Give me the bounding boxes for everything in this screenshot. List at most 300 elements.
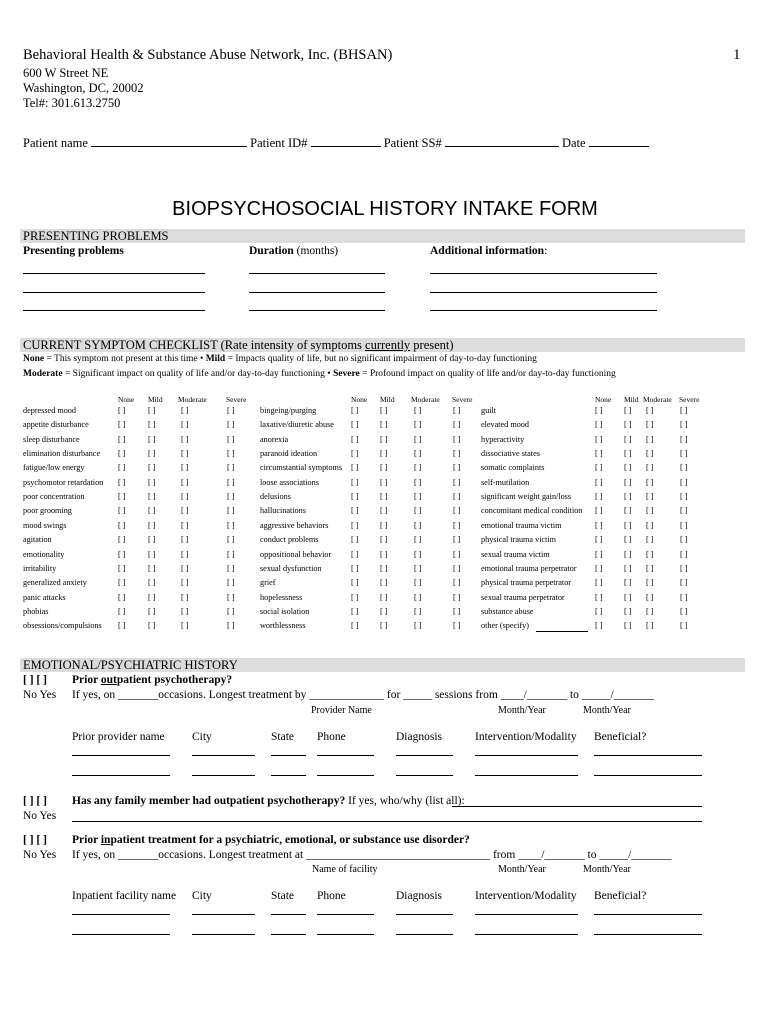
level-header-severe: Severe — [679, 395, 700, 404]
q2-answer-line-2[interactable] — [72, 821, 702, 822]
checkbox-mild[interactable]: [ ] — [624, 578, 632, 588]
checkbox-moderate[interactable]: [ ] — [181, 449, 189, 459]
duration-col — [249, 245, 338, 257]
checkbox-mild[interactable]: [ ] — [624, 606, 632, 616]
legend-severe-text: = Profound impact on quality of life and/or day-to-day functioning — [359, 369, 616, 379]
checkbox-mild[interactable]: [ ] — [624, 449, 632, 459]
checkbox-moderate[interactable]: [ ] — [414, 592, 422, 602]
checkbox-moderate[interactable]: [ ] — [181, 520, 189, 530]
symptom-label: bingeing/purging — [260, 406, 317, 415]
symptom-label: conduct problems — [260, 535, 319, 545]
outpatient-col-2: City — [192, 731, 212, 743]
checkbox-severe[interactable]: [ ] — [680, 578, 688, 588]
checkbox-none[interactable]: [ ] — [351, 563, 359, 573]
checkbox-moderate[interactable]: [ ] — [646, 535, 654, 545]
checkbox-moderate[interactable]: [ ] — [646, 477, 654, 487]
additional-info-label: Additional information — [430, 245, 545, 257]
symptom-label: emotionality — [23, 549, 65, 559]
checkbox-none[interactable]: [ ] — [118, 406, 126, 415]
outpatient-line-r2-c6[interactable] — [475, 775, 578, 776]
inpatient-line-r2-c7[interactable] — [594, 934, 702, 935]
checkbox-mild[interactable]: [ ] — [380, 420, 388, 430]
presenting-line-r2-c1[interactable] — [23, 292, 205, 293]
outpatient-line-r2-c3[interactable] — [271, 775, 306, 776]
checkbox-none[interactable]: [ ] — [351, 406, 359, 415]
provider-name-caption: Provider Name — [311, 705, 372, 716]
checkbox-moderate[interactable]: [ ] — [646, 563, 654, 573]
checkbox-severe[interactable]: [ ] — [453, 420, 461, 430]
q2-text-bold: Has any family member had outpatient psychotherapy? — [72, 795, 346, 807]
checklist-title-b: present) — [410, 338, 454, 352]
from-month-year-caption: Month/Year — [498, 705, 546, 716]
inpatient-line-r2-c1[interactable] — [72, 934, 170, 935]
date-label: Date — [561, 136, 586, 150]
checkbox-none[interactable]: [ ] — [118, 535, 126, 545]
symptom-label: circumstantial symptoms — [260, 463, 343, 473]
checkbox-none[interactable]: [ ] — [595, 621, 603, 631]
checkbox-severe[interactable]: [ ] — [227, 406, 235, 415]
checkbox-mild[interactable]: [ ] — [380, 535, 388, 545]
checkbox-moderate[interactable]: [ ] — [414, 549, 422, 559]
inpatient-line-r2-c3[interactable] — [271, 934, 306, 935]
checkbox-mild[interactable]: [ ] — [380, 578, 388, 588]
checkbox-mild[interactable]: [ ] — [148, 520, 156, 530]
symptom-label: anorexia — [260, 434, 289, 444]
checkbox-mild[interactable]: [ ] — [148, 463, 156, 473]
checkbox-mild[interactable]: [ ] — [380, 449, 388, 459]
checkbox-moderate[interactable]: [ ] — [646, 606, 654, 616]
checkbox-none[interactable]: [ ] — [351, 606, 359, 616]
checkbox-moderate[interactable]: [ ] — [414, 420, 422, 430]
checkbox-mild[interactable]: [ ] — [624, 621, 632, 631]
checkbox-moderate[interactable]: [ ] — [414, 492, 422, 502]
legend-none: None — [23, 354, 45, 364]
checkbox-none[interactable]: [ ] — [351, 420, 359, 430]
checkbox-severe[interactable]: [ ] — [453, 520, 461, 530]
inpatient-col-6: Intervention/Modality — [475, 890, 577, 902]
checkbox-severe[interactable]: [ ] — [680, 506, 688, 516]
checkbox-severe[interactable]: [ ] — [680, 449, 688, 459]
checkbox-severe[interactable]: [ ] — [453, 535, 461, 545]
checkbox-severe[interactable]: [ ] — [680, 477, 688, 487]
patient-ss-label: Patient SS# — [383, 136, 442, 150]
checkbox-none[interactable]: [ ] — [595, 463, 603, 473]
checkbox-none[interactable]: [ ] — [351, 463, 359, 473]
checkbox-moderate[interactable]: [ ] — [181, 621, 189, 631]
checkbox-moderate[interactable]: [ ] — [646, 492, 654, 502]
checkbox-none[interactable]: [ ] — [595, 578, 603, 588]
checkbox-moderate[interactable]: [ ] — [181, 492, 189, 502]
inpatient-col-7: Beneficial? — [594, 890, 647, 902]
checkbox-none[interactable]: [ ] — [595, 420, 603, 430]
symptom-label: sexual trauma perpetrator — [481, 592, 565, 602]
q3-text-a: Prior — [72, 834, 101, 846]
checkbox-severe[interactable]: [ ] — [453, 477, 461, 487]
checkbox-severe[interactable]: [ ] — [227, 549, 235, 559]
checkbox-moderate[interactable]: [ ] — [414, 449, 422, 459]
outpatient-line-r2-c7[interactable] — [594, 775, 702, 776]
presenting-line-r3-c2[interactable] — [249, 310, 385, 311]
outpatient-line-r2-c4[interactable] — [317, 775, 374, 776]
outpatient-line-r2-c1[interactable] — [72, 775, 170, 776]
checkbox-moderate[interactable]: [ ] — [414, 606, 422, 616]
outpatient-line-r1-c2[interactable] — [192, 755, 255, 756]
checkbox-moderate[interactable]: [ ] — [181, 563, 189, 573]
checkbox-none[interactable]: [ ] — [118, 449, 126, 459]
q1-text-a: Prior — [72, 674, 101, 686]
checkbox-none[interactable]: [ ] — [118, 506, 126, 516]
checkbox-mild[interactable]: [ ] — [380, 563, 388, 573]
outpatient-line-r1-c6[interactable] — [475, 755, 578, 756]
checkbox-mild[interactable]: [ ] — [380, 506, 388, 516]
checkbox-none[interactable]: [ ] — [118, 434, 126, 444]
checkbox-moderate[interactable]: [ ] — [181, 434, 189, 444]
checkbox-mild[interactable]: [ ] — [380, 406, 388, 415]
presenting-line-r2-c3[interactable] — [430, 292, 657, 293]
checkbox-mild[interactable]: [ ] — [624, 592, 632, 602]
checkbox-moderate[interactable]: [ ] — [181, 535, 189, 545]
checkbox-moderate[interactable]: [ ] — [646, 621, 654, 631]
checkbox-severe[interactable]: [ ] — [453, 434, 461, 444]
checkbox-moderate[interactable]: [ ] — [414, 477, 422, 487]
outpatient-line-r2-c5[interactable] — [396, 775, 453, 776]
checkbox-none[interactable]: [ ] — [595, 592, 603, 602]
checkbox-mild[interactable]: [ ] — [148, 406, 156, 415]
checkbox-moderate[interactable]: [ ] — [414, 506, 422, 516]
checkbox-moderate[interactable]: [ ] — [181, 606, 189, 616]
checkbox-none[interactable]: [ ] — [118, 578, 126, 588]
inpatient-col-1: Inpatient facility name — [72, 890, 177, 902]
inpatient-line-r1-c7[interactable] — [594, 914, 702, 915]
checkbox-moderate[interactable]: [ ] — [646, 434, 654, 444]
checkbox-none[interactable]: [ ] — [118, 592, 126, 602]
checkbox-severe[interactable]: [ ] — [453, 606, 461, 616]
checkbox-moderate[interactable]: [ ] — [181, 506, 189, 516]
inpatient-line-r2-c2[interactable] — [192, 934, 255, 935]
inpatient-line-r2-c6[interactable] — [475, 934, 578, 935]
checkbox-severe[interactable]: [ ] — [453, 463, 461, 473]
symptom-label: depressed mood — [23, 406, 76, 415]
level-header-mild: Mild — [624, 395, 639, 404]
inpatient-line-r1-c4[interactable] — [317, 914, 374, 915]
symptom-label: oppositional behavior — [260, 549, 332, 559]
checkbox-severe[interactable]: [ ] — [453, 406, 461, 415]
checkbox-moderate[interactable]: [ ] — [181, 578, 189, 588]
checkbox-severe[interactable]: [ ] — [453, 578, 461, 588]
checkbox-mild[interactable]: [ ] — [148, 578, 156, 588]
checkbox-severe[interactable]: [ ] — [453, 506, 461, 516]
symptom-label: elimination disturbance — [23, 449, 101, 459]
checkbox-severe[interactable]: [ ] — [680, 406, 688, 415]
checkbox-mild[interactable]: [ ] — [624, 549, 632, 559]
checkbox-mild[interactable]: [ ] — [624, 563, 632, 573]
checkbox-severe[interactable]: [ ] — [680, 492, 688, 502]
checkbox-severe[interactable]: [ ] — [680, 563, 688, 573]
checkbox-moderate[interactable]: [ ] — [414, 520, 422, 530]
checkbox-moderate[interactable]: [ ] — [414, 406, 422, 415]
q3-detail-line[interactable]: If yes, on _______occasions. Longest treatment at ________________________________ from ____/_______ to _____/_______ — [72, 849, 672, 861]
checkbox-none[interactable]: [ ] — [118, 549, 126, 559]
checkbox-mild[interactable]: [ ] — [148, 535, 156, 545]
outpatient-line-r1-c3[interactable] — [271, 755, 306, 756]
checkbox-mild[interactable]: [ ] — [148, 621, 156, 631]
checkbox-none[interactable]: [ ] — [118, 477, 126, 487]
checkbox-severe[interactable]: [ ] — [680, 520, 688, 530]
checkbox-mild[interactable]: [ ] — [624, 506, 632, 516]
outpatient-col-5: Diagnosis — [396, 731, 442, 743]
symptom-label: aggressive behaviors — [260, 520, 329, 530]
q1-text-underlined: out — [100, 674, 117, 686]
checkbox-moderate[interactable]: [ ] — [646, 592, 654, 602]
q3-text-b: patient treatment for a psychiatric, emotional, or substance use disorder? — [110, 834, 470, 846]
q1-noyes: No Yes — [23, 689, 57, 701]
checkbox-severe[interactable]: [ ] — [453, 592, 461, 602]
outpatient-line-r1-c5[interactable] — [396, 755, 453, 756]
checkbox-severe[interactable]: [ ] — [227, 606, 235, 616]
outpatient-col-3: State — [271, 731, 294, 743]
level-header-none: None — [595, 395, 612, 404]
q3-checkboxes[interactable]: [ ] [ ] — [23, 834, 47, 846]
inpatient-col-4: Phone — [317, 890, 346, 902]
checkbox-moderate[interactable]: [ ] — [646, 549, 654, 559]
patient-id-field[interactable] — [311, 136, 381, 147]
symptom-label: other (specify) — [481, 621, 529, 631]
checkbox-severe[interactable]: [ ] — [453, 449, 461, 459]
level-header-moderate: Moderate — [178, 395, 207, 404]
checkbox-severe[interactable]: [ ] — [680, 592, 688, 602]
checkbox-mild[interactable]: [ ] — [380, 492, 388, 502]
checkbox-severe[interactable]: [ ] — [227, 449, 235, 459]
checkbox-none[interactable]: [ ] — [351, 578, 359, 588]
checkbox-none[interactable]: [ ] — [118, 606, 126, 616]
level-header-severe: Severe — [226, 395, 247, 404]
symptom-label: hallucinations — [260, 506, 306, 516]
outpatient-col-6: Intervention/Modality — [475, 731, 577, 743]
q1-detail-line[interactable]: If yes, on _______occasions. Longest treatment by _____________ for _____ sessions from ____/_______ to _____/_______ — [72, 689, 654, 701]
checkbox-mild[interactable]: [ ] — [148, 492, 156, 502]
checkbox-moderate[interactable]: [ ] — [181, 463, 189, 473]
checkbox-mild[interactable]: [ ] — [148, 420, 156, 430]
outpatient-line-r1-c4[interactable] — [317, 755, 374, 756]
checkbox-moderate[interactable]: [ ] — [181, 592, 189, 602]
checkbox-moderate[interactable]: [ ] — [646, 449, 654, 459]
checkbox-none[interactable]: [ ] — [351, 449, 359, 459]
checkbox-none[interactable]: [ ] — [351, 592, 359, 602]
checkbox-moderate[interactable]: [ ] — [646, 520, 654, 530]
checkbox-none[interactable]: [ ] — [595, 434, 603, 444]
presenting-line-r1-c2[interactable] — [249, 273, 385, 274]
outpatient-col-7: Beneficial? — [594, 731, 647, 743]
checkbox-mild[interactable]: [ ] — [148, 563, 156, 573]
checkbox-none[interactable]: [ ] — [118, 420, 126, 430]
checkbox-mild[interactable]: [ ] — [148, 506, 156, 516]
checkbox-mild[interactable]: [ ] — [624, 492, 632, 502]
checkbox-none[interactable]: [ ] — [595, 549, 603, 559]
checkbox-moderate[interactable]: [ ] — [414, 563, 422, 573]
patient-name-field[interactable] — [91, 136, 247, 147]
checkbox-none[interactable]: [ ] — [118, 621, 126, 631]
checkbox-mild[interactable]: [ ] — [380, 463, 388, 473]
symptom-label: physical trauma perpetrator — [481, 578, 572, 588]
inpatient-line-r1-c3[interactable] — [271, 914, 306, 915]
checkbox-mild[interactable]: [ ] — [148, 549, 156, 559]
checkbox-mild[interactable]: [ ] — [380, 477, 388, 487]
checkbox-severe[interactable]: [ ] — [453, 549, 461, 559]
checkbox-none[interactable]: [ ] — [595, 606, 603, 616]
checkbox-severe[interactable]: [ ] — [680, 434, 688, 444]
checkbox-moderate[interactable]: [ ] — [646, 406, 654, 415]
checkbox-severe[interactable]: [ ] — [227, 434, 235, 444]
q2-answer-line-1[interactable] — [452, 806, 702, 807]
checkbox-severe[interactable]: [ ] — [680, 420, 688, 430]
checkbox-mild[interactable]: [ ] — [624, 535, 632, 545]
presenting-line-r3-c3[interactable] — [430, 310, 657, 311]
q1-checkboxes[interactable]: [ ] [ ] — [23, 674, 47, 686]
symptom-label: hopelessness — [260, 592, 303, 602]
checkbox-none[interactable]: [ ] — [595, 520, 603, 530]
symptom-label: fatigue/low energy — [23, 463, 85, 473]
checkbox-severe[interactable]: [ ] — [227, 520, 235, 530]
checkbox-none[interactable]: [ ] — [118, 563, 126, 573]
checkbox-severe[interactable]: [ ] — [227, 563, 235, 573]
legend-line-2 — [23, 369, 616, 379]
checkbox-none[interactable]: [ ] — [351, 549, 359, 559]
checkbox-mild[interactable]: [ ] — [148, 434, 156, 444]
checkbox-severe[interactable]: [ ] — [227, 463, 235, 473]
checkbox-moderate[interactable]: [ ] — [414, 621, 422, 631]
checkbox-mild[interactable]: [ ] — [624, 477, 632, 487]
level-header-severe: Severe — [452, 395, 473, 404]
checkbox-severe[interactable]: [ ] — [227, 492, 235, 502]
checkbox-moderate[interactable]: [ ] — [181, 477, 189, 487]
checkbox-moderate[interactable]: [ ] — [646, 463, 654, 473]
checkbox-moderate[interactable]: [ ] — [181, 406, 189, 415]
checkbox-none[interactable]: [ ] — [351, 520, 359, 530]
additional-info-colon: : — [544, 245, 548, 257]
presenting-line-r1-c3[interactable] — [430, 273, 657, 274]
address-line-1: 600 W Street NE — [23, 66, 109, 80]
checkbox-mild[interactable]: [ ] — [148, 477, 156, 487]
checkbox-severe[interactable]: [ ] — [227, 506, 235, 516]
checkbox-moderate[interactable]: [ ] — [414, 535, 422, 545]
checkbox-moderate[interactable]: [ ] — [646, 506, 654, 516]
level-header-none: None — [351, 395, 368, 404]
checkbox-severe[interactable]: [ ] — [680, 621, 688, 631]
checkbox-none[interactable]: [ ] — [351, 535, 359, 545]
duration-label: Duration — [249, 245, 294, 257]
checkbox-mild[interactable]: [ ] — [380, 592, 388, 602]
checkbox-mild[interactable]: [ ] — [624, 406, 632, 415]
checkbox-mild[interactable]: [ ] — [148, 606, 156, 616]
checkbox-none[interactable]: [ ] — [351, 621, 359, 631]
presenting-line-r3-c1[interactable] — [23, 310, 205, 311]
checkbox-severe[interactable]: [ ] — [227, 535, 235, 545]
checkbox-moderate[interactable]: [ ] — [646, 420, 654, 430]
checkbox-mild[interactable]: [ ] — [624, 463, 632, 473]
symptom-label: sleep disturbance — [23, 434, 80, 444]
checkbox-severe[interactable]: [ ] — [680, 463, 688, 473]
inpatient-line-r1-c2[interactable] — [192, 914, 255, 915]
symptom-label: mood swings — [23, 520, 67, 530]
checkbox-moderate[interactable]: [ ] — [414, 434, 422, 444]
checkbox-severe[interactable]: [ ] — [227, 420, 235, 430]
checkbox-severe[interactable]: [ ] — [227, 592, 235, 602]
checkbox-none[interactable]: [ ] — [351, 506, 359, 516]
checkbox-moderate[interactable]: [ ] — [181, 420, 189, 430]
q2-checkboxes[interactable]: [ ] [ ] — [23, 795, 47, 807]
checkbox-severe[interactable]: [ ] — [453, 563, 461, 573]
outpatient-line-r1-c7[interactable] — [594, 755, 702, 756]
outpatient-line-r1-c1[interactable] — [72, 755, 170, 756]
checkbox-severe[interactable]: [ ] — [453, 621, 461, 631]
checkbox-mild[interactable]: [ ] — [380, 520, 388, 530]
checkbox-mild[interactable]: [ ] — [148, 449, 156, 459]
legend-mild: Mild — [205, 354, 226, 364]
checkbox-mild[interactable]: [ ] — [380, 621, 388, 631]
inpatient-line-r1-c5[interactable] — [396, 914, 453, 915]
checkbox-mild[interactable]: [ ] — [624, 420, 632, 430]
checkbox-none[interactable]: [ ] — [595, 449, 603, 459]
checkbox-mild[interactable]: [ ] — [380, 606, 388, 616]
checkbox-moderate[interactable]: [ ] — [414, 463, 422, 473]
inpatient-line-r1-c6[interactable] — [475, 914, 578, 915]
checkbox-moderate[interactable]: [ ] — [181, 549, 189, 559]
checkbox-none[interactable]: [ ] — [118, 463, 126, 473]
symptom-label: emotional trauma victim — [481, 520, 562, 530]
inpatient-line-r2-c4[interactable] — [317, 934, 374, 935]
checkbox-mild[interactable]: [ ] — [380, 549, 388, 559]
checkbox-none[interactable]: [ ] — [118, 520, 126, 530]
inpatient-line-r1-c1[interactable] — [72, 914, 170, 915]
checkbox-none[interactable]: [ ] — [595, 492, 603, 502]
checkbox-severe[interactable]: [ ] — [680, 535, 688, 545]
date-field[interactable] — [589, 136, 649, 147]
checkbox-moderate[interactable]: [ ] — [414, 578, 422, 588]
checkbox-none[interactable]: [ ] — [595, 506, 603, 516]
symptom-label: loose associations — [260, 477, 319, 487]
presenting-line-r1-c1[interactable] — [23, 273, 205, 274]
checkbox-none[interactable]: [ ] — [595, 477, 603, 487]
checkbox-mild[interactable]: [ ] — [380, 434, 388, 444]
patient-ss-field[interactable] — [445, 136, 559, 147]
checkbox-none[interactable]: [ ] — [595, 406, 603, 415]
level-header-mild: Mild — [148, 395, 163, 404]
outpatient-col-4: Phone — [317, 731, 346, 743]
inpatient-col-2: City — [192, 890, 212, 902]
checkbox-none[interactable]: [ ] — [595, 563, 603, 573]
outpatient-line-r2-c2[interactable] — [192, 775, 255, 776]
checkbox-severe[interactable]: [ ] — [453, 492, 461, 502]
checkbox-severe[interactable]: [ ] — [680, 549, 688, 559]
checkbox-none[interactable]: [ ] — [351, 492, 359, 502]
checkbox-mild[interactable]: [ ] — [624, 520, 632, 530]
other-specify-line[interactable] — [536, 631, 588, 632]
checkbox-severe[interactable]: [ ] — [680, 606, 688, 616]
checkbox-severe[interactable]: [ ] — [227, 578, 235, 588]
checkbox-none[interactable]: [ ] — [351, 434, 359, 444]
symptom-label: appetite disturbance — [23, 420, 89, 430]
checkbox-none[interactable]: [ ] — [351, 477, 359, 487]
checkbox-mild[interactable]: [ ] — [624, 434, 632, 444]
inpatient-line-r2-c5[interactable] — [396, 934, 453, 935]
checkbox-none[interactable]: [ ] — [595, 535, 603, 545]
checkbox-none[interactable]: [ ] — [118, 492, 126, 502]
checkbox-severe[interactable]: [ ] — [227, 477, 235, 487]
checkbox-moderate[interactable]: [ ] — [646, 578, 654, 588]
checkbox-mild[interactable]: [ ] — [148, 592, 156, 602]
checkbox-severe[interactable]: [ ] — [227, 621, 235, 631]
presenting-line-r2-c2[interactable] — [249, 292, 385, 293]
